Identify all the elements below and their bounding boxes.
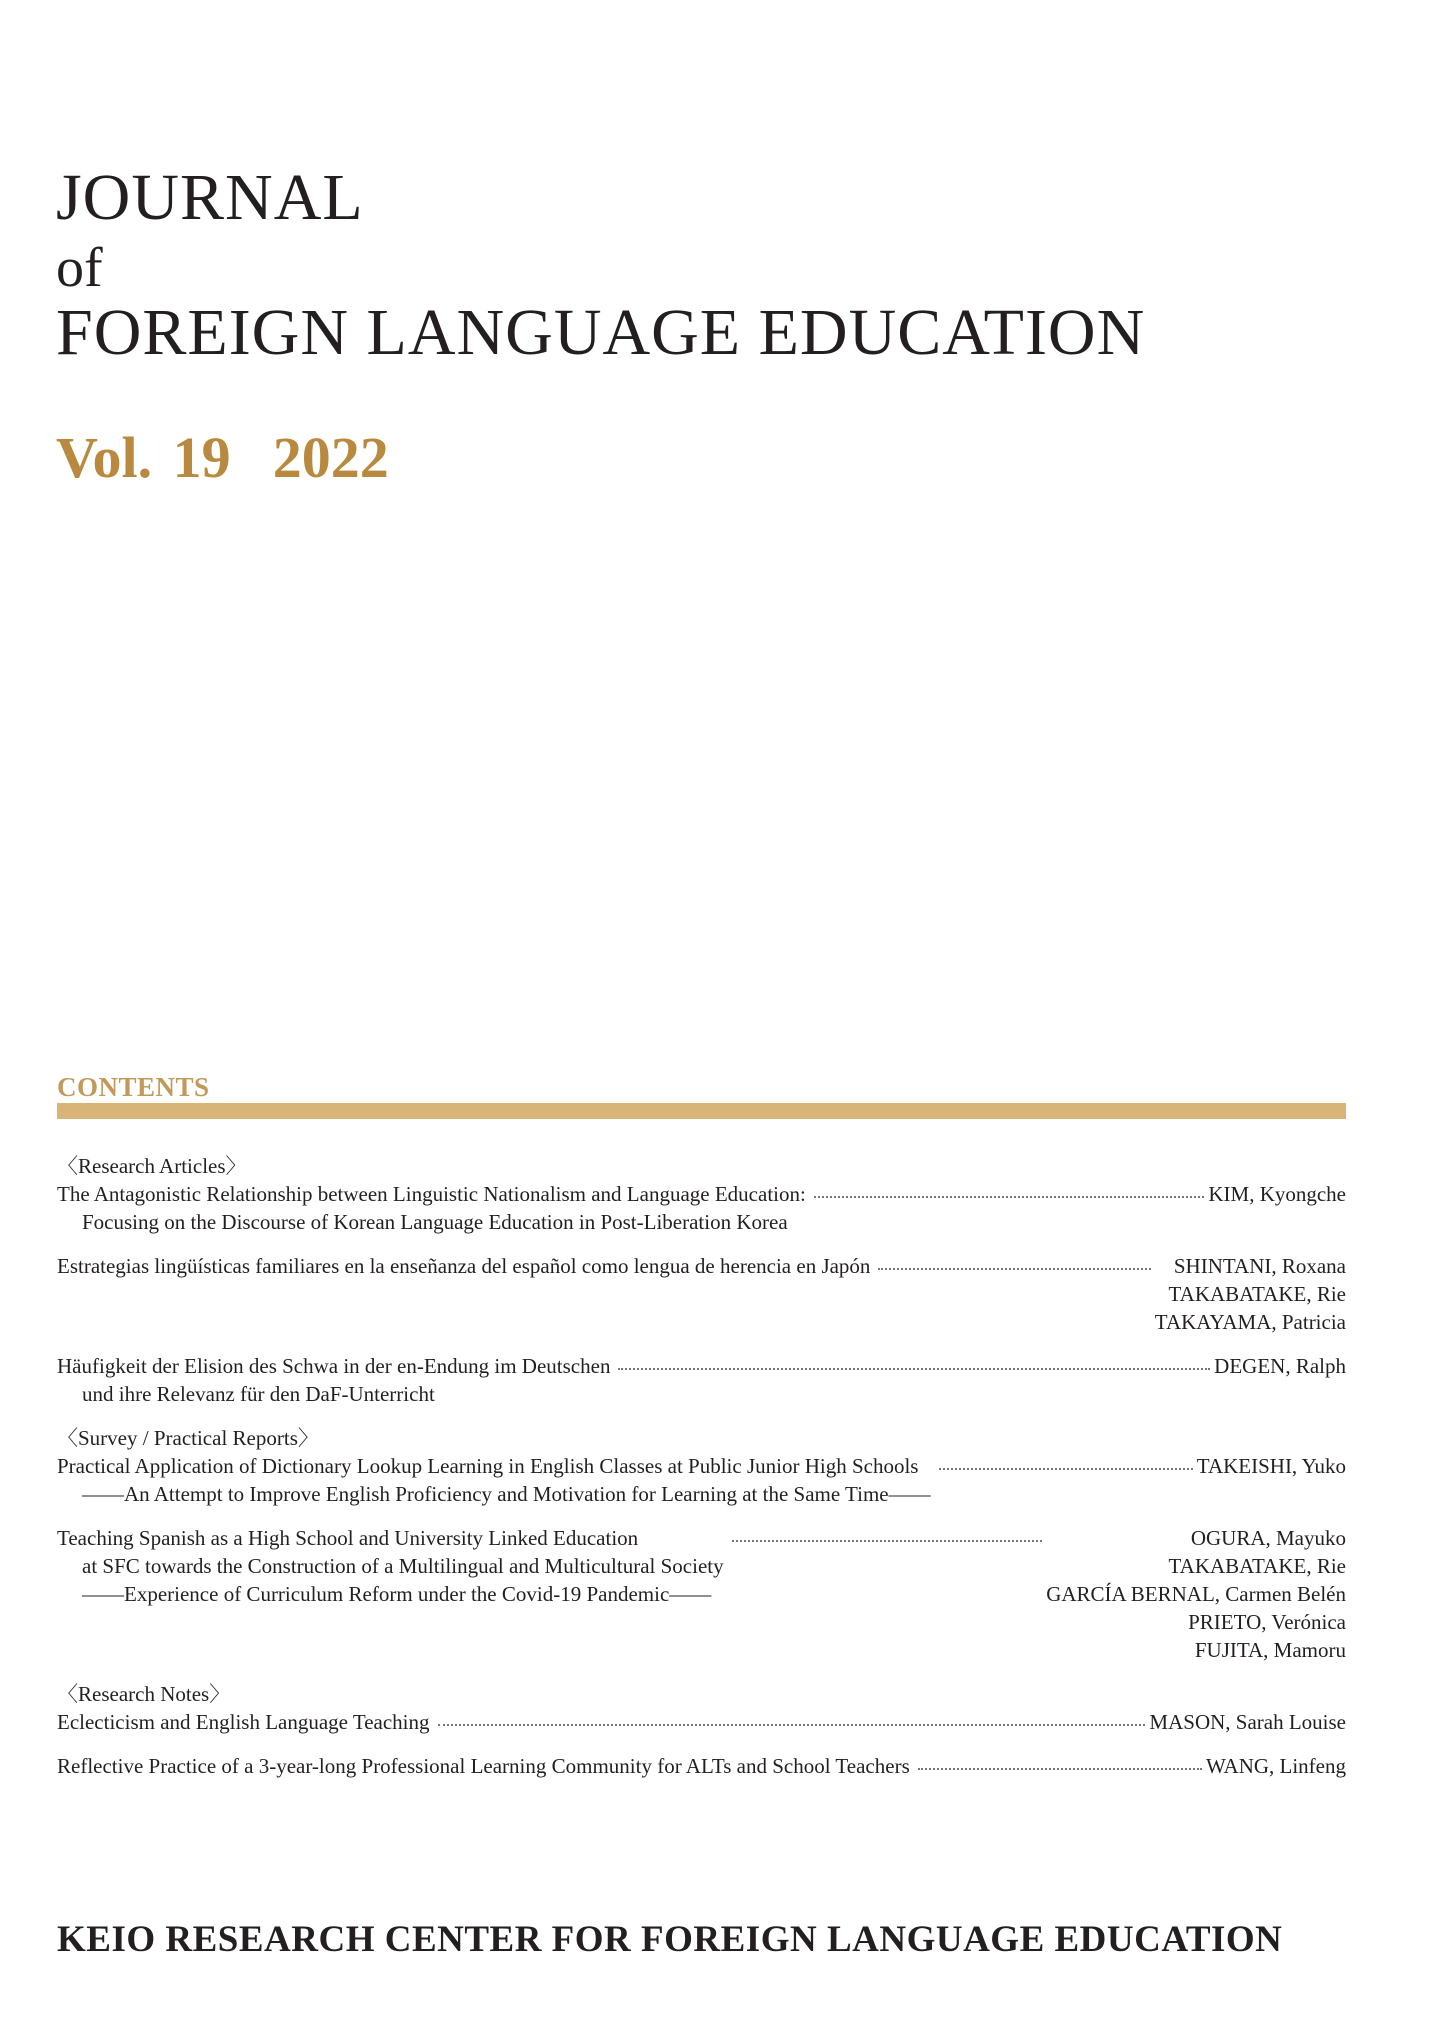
- toc-row: [57, 1352, 1346, 1408]
- publisher-name: KEIO RESEARCH CENTER FOR FOREIGN LANGUAGE EDUCATION: [57, 1919, 1283, 1960]
- toc-row: [57, 1180, 1346, 1236]
- entry-subtitle: ――Experience of Curriculum Reform under the Covid-19 Pandemic――: [82, 1582, 712, 1606]
- year: 2022: [272, 425, 389, 490]
- leader-dots: [438, 1708, 1146, 1726]
- entry-authors: [1149, 1708, 1346, 1736]
- entry-title: Reflective Practice of a 3-year-long Professional Learning Community for ALTs and School Teachers: [57, 1754, 910, 1778]
- author-name: TAKEISHI, Yuko: [1196, 1454, 1346, 1478]
- author-name: FUJITA, Mamoru: [1194, 1638, 1346, 1662]
- entry-authors: [1046, 1524, 1346, 1664]
- author-name: SHINTANI, Roxana: [1173, 1254, 1346, 1278]
- entry-authors: [1214, 1352, 1346, 1380]
- entry-titles: [57, 1452, 931, 1508]
- entry-titles: [57, 1252, 870, 1280]
- entry-title: Eclecticism and English Language Teaching: [57, 1710, 430, 1734]
- author-name: WANG, Linfeng: [1206, 1754, 1346, 1778]
- toc-row: [57, 1252, 1346, 1336]
- volume: Vol. 19: [56, 425, 231, 490]
- journal-title-line1: JOURNAL: [56, 161, 364, 234]
- entry-title: Practical Application of Dictionary Lookup Learning in English Classes at Public Junior High Schools: [57, 1454, 919, 1478]
- volume-year: [56, 425, 389, 490]
- entry-titles: [57, 1180, 806, 1236]
- author-name: KIM, Kyongche: [1208, 1182, 1346, 1206]
- entry-title: The Antagonistic Relationship between Linguistic Nationalism and Language Education:: [57, 1182, 806, 1206]
- entry-title: Estrategias lingüísticas familiares en la enseñanza del español como lengua de herencia en Japón: [57, 1254, 871, 1278]
- leader-dots: [732, 1524, 1043, 1542]
- toc-entry: [57, 1524, 1346, 1664]
- author-name: PRIETO, Verónica: [1188, 1610, 1346, 1634]
- section-label: 〈Research Articles〉: [57, 1154, 247, 1178]
- contents-heading: CONTENTS: [57, 1072, 210, 1102]
- leader-dots: [618, 1352, 1210, 1370]
- author-name: MASON, Sarah Louise: [1149, 1710, 1346, 1734]
- entry-title: Teaching Spanish as a High School and University Linked Education: [57, 1526, 639, 1550]
- author-name: TAKABATAKE, Rie: [1168, 1554, 1346, 1578]
- author-name: TAKAYAMA, Patricia: [1154, 1310, 1346, 1334]
- entry-authors: [1155, 1252, 1346, 1336]
- entry-titles: [57, 1752, 910, 1780]
- leader-dots: [814, 1180, 1205, 1198]
- toc-row: [57, 1452, 1346, 1508]
- contents-rule: [57, 1103, 1346, 1119]
- entry-subtitle: ――An Attempt to Improve English Proficiency and Motivation for Learning at the Same Time――: [82, 1482, 931, 1506]
- entry-titles: [57, 1708, 430, 1736]
- toc-section: [57, 1424, 1346, 1664]
- entry-title: Häufigkeit der Elision des Schwa in der en-Endung im Deutschen: [57, 1354, 611, 1378]
- entry-subtitle: at SFC towards the Construction of a Multilingual and Multicultural Society: [82, 1554, 724, 1578]
- toc-row: [57, 1752, 1346, 1780]
- section-label: 〈Research Notes〉: [57, 1682, 231, 1706]
- entry-authors: [1197, 1452, 1346, 1480]
- journal-title-line3: FOREIGN LANGUAGE EDUCATION: [56, 296, 1146, 369]
- entry-authors: [1208, 1180, 1346, 1208]
- leader-dots: [939, 1452, 1193, 1470]
- toc-entry: [57, 1752, 1346, 1780]
- toc-row: [57, 1524, 1346, 1664]
- entry-titles: [57, 1524, 724, 1608]
- entry-subtitle: und ihre Relevanz für den DaF-Unterricht: [82, 1382, 435, 1406]
- author-name: GARCÍA BERNAL, Carmen Belén: [1046, 1582, 1346, 1606]
- toc-section: [57, 1680, 1346, 1780]
- leader-dots: [918, 1752, 1202, 1770]
- toc-entry: [57, 1708, 1346, 1736]
- section-label: 〈Survey / Practical Reports〉: [57, 1426, 319, 1450]
- toc-entry: [57, 1352, 1346, 1408]
- table-of-contents: [57, 1152, 1346, 1796]
- author-name: DEGEN, Ralph: [1214, 1354, 1346, 1378]
- entry-authors: [1206, 1752, 1346, 1780]
- author-name: OGURA, Mayuko: [1190, 1526, 1346, 1550]
- leader-dots: [878, 1252, 1150, 1270]
- toc-entry: [57, 1180, 1346, 1236]
- toc-row: [57, 1708, 1346, 1736]
- toc-entry: [57, 1452, 1346, 1508]
- journal-title-line2: of: [56, 237, 103, 299]
- entry-subtitle: Focusing on the Discourse of Korean Language Education in Post-Liberation Korea: [82, 1210, 788, 1234]
- entry-titles: [57, 1352, 610, 1408]
- toc-entry: [57, 1252, 1346, 1336]
- author-name: TAKABATAKE, Rie: [1168, 1282, 1346, 1306]
- toc-section: [57, 1152, 1346, 1408]
